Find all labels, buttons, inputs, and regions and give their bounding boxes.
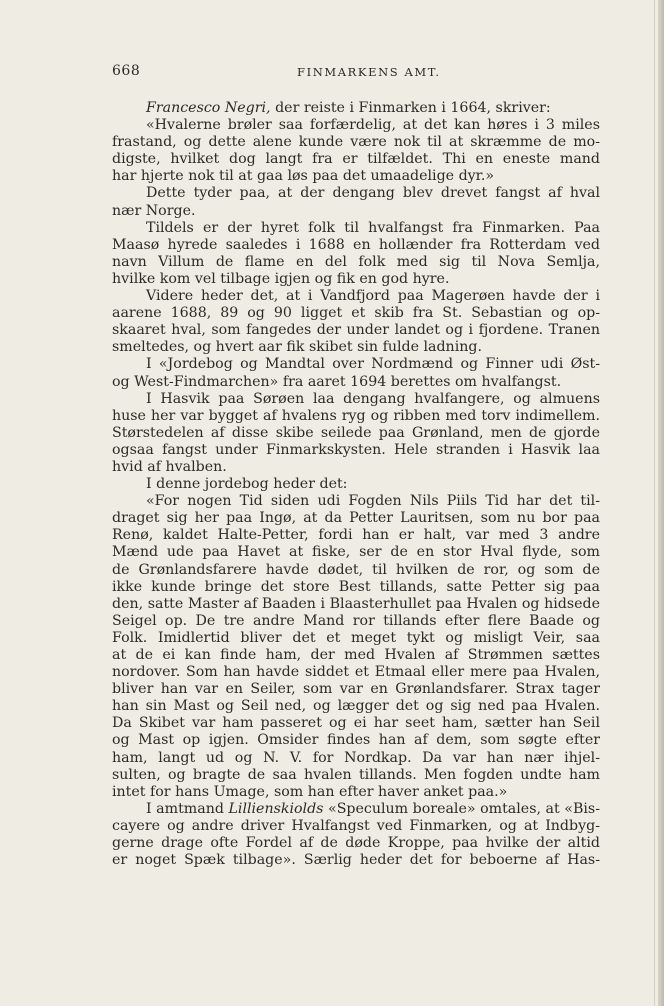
- text-line: Folk. Imidlertid bliver det et meget tykt og misligt Veir, saa: [112, 629, 600, 646]
- text-line: «For nogen Tid siden udi Fogden Nils Piils Tid har det til-: [146, 493, 600, 510]
- text-line: gerne drage ofte Fordel af de døde Kroppe, paa hvilke der altid: [112, 835, 600, 852]
- text-line: I Hasvik paa Sørøen laa dengang hvalfangere, og almuens: [146, 390, 600, 407]
- text-line: Da Skibet var ham passeret og ei har seet ham, sætter han Seil: [112, 715, 600, 732]
- text-line: de Grønlandsfarere havde dødet, til hvilken de ror, og som de: [112, 561, 600, 578]
- text-line: ogsaa fangst under Finmarkskysten. Hele stranden i Hasvik laa: [112, 441, 600, 458]
- text-line: digste, hvilket dog langt fra er tilfældet. Thi en eneste mand: [112, 151, 600, 168]
- text-line: hvilke kom vel tilbage igjen og fik en god hyre.: [112, 270, 450, 287]
- text-line: han sin Mast og Seil ned, og lægger det og sig ned paa Hvalen.: [112, 698, 600, 715]
- text-line: og Mast op igjen. Omsider findes han af dem, som søgte efter: [112, 732, 600, 749]
- text-line: Maasø hyrede saaledes i 1688 en hollænder fra Rotterdam ved: [112, 236, 600, 253]
- text-line: og West-Findmarchen» fra aaret 1694 berettes om hvalfangst.: [112, 373, 562, 390]
- text-line: smeltedes, og hvert aar fik skibet sin fulde ladning.: [112, 339, 482, 356]
- text-line: er noget Spæk tilbage». Særlig heder det for beboerne af Has-: [112, 852, 600, 869]
- text-line: den, satte Master af Baaden i Blaasterhullet paa Hvalen og hidsede: [112, 595, 600, 612]
- text-line: huse her var bygget af hvalens ryg og ribben med torv indimellem.: [112, 407, 600, 424]
- text-line: skaaret hval, som fangedes der under landet og i fjordene. Tranen: [112, 322, 600, 339]
- running-title: FINMARKENS AMT.: [297, 65, 441, 79]
- text-line: Dette tyder paa, at der dengang blev drevet fangst af hval: [146, 185, 600, 202]
- page-number: 668: [112, 63, 141, 79]
- text-line: I amtmand Lillienskiolds «Speculum boreale» omtales, at «Bis-: [146, 800, 600, 817]
- text-line: hvid af hvalben.: [112, 458, 227, 475]
- text-line: Seigel op. De tre andre Mand ror tillands efter flere Baade og: [112, 612, 600, 629]
- text-line: cayere og andre driver Hvalfangst ved Finmarken, og at Indbyg-: [112, 817, 600, 834]
- text-line: aarene 1688, 89 og 90 ligget et skib fra St. Sebastian og op-: [112, 305, 600, 322]
- text-line: Francesco Negri, der reiste i Finmarken i 1664, skriver:: [146, 100, 551, 116]
- text-line: I «Jordebog og Mandtal over Nordmænd og Finner udi Øst-: [146, 356, 600, 373]
- text-line: Tildels er der hyret folk til hvalfangst fra Finmarken. Paa: [146, 219, 600, 236]
- page-header: [112, 63, 600, 81]
- text-line: at de ei kan finde ham, der med Hvalen af Strømmen sættes: [112, 647, 600, 663]
- page-edge-line: [654, 0, 655, 1006]
- page-edge: [658, 0, 664, 1006]
- text-line: Størstedelen af disse skibe seilede paa Grønland, men de gjorde: [112, 424, 600, 441]
- text-line: draget sig her paa Ingø, at da Petter Lauritsen, som nu bor paa: [112, 510, 600, 527]
- text-line: ikke kunde bringe det store Best tillands, satte Petter sig paa: [112, 578, 600, 595]
- text-line: Mænd ude paa Havet at fiske, ser de en stor Hval flyde, som: [112, 544, 600, 561]
- text-line: navn Villum de flame en del folk med sig til Nova Semlja,: [112, 253, 600, 270]
- text-line: nær Norge.: [112, 202, 196, 219]
- text-line: ham, langt ud og N. V. for Nordkap. Da var han nær ihjel-: [112, 749, 600, 766]
- text-line: sulten, og bragte de saa hvalen tillands. Men fogden undte ham: [112, 766, 600, 783]
- text-line: har hjerte nok til at gaa løs paa det umaadelige dyr.»: [112, 168, 495, 185]
- text-line: «Hvalerne brøler saa forfærdelig, at det kan høres i 3 miles: [146, 117, 600, 134]
- text-line: frastand, og dette alene kunde være nok til at skræmme de mo-: [112, 134, 600, 151]
- text-line: nordover. Som han havde siddet et Etmaal eller mere paa Hvalen,: [112, 664, 600, 681]
- body-text: [112, 100, 600, 869]
- text-line: I denne jordebog heder det:: [146, 476, 348, 493]
- text-line: Renø, kaldet Halte-Petter, fordi han er halt, var med 3 andre: [112, 527, 600, 544]
- text-line: bliver han var en Seiler, som var en Grønlandsfarer. Strax tager: [112, 681, 600, 698]
- text-line: intet for hans Umage, som han efter haver anket paa.»: [112, 783, 508, 800]
- text-line: Videre heder det, at i Vandfjord paa Magerøen havde der i: [146, 288, 600, 305]
